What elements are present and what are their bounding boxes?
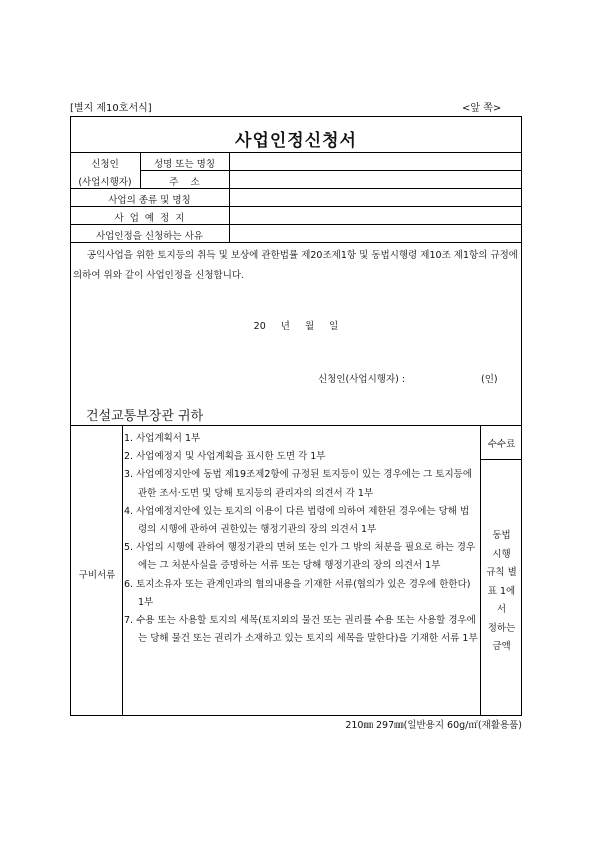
document-item: 4. 사업예정지안에 있는 토지의 이용이 다른 법령에 의하여 제한된 경우에는 당해 법령의 시행에 관하여 권한있는 행정기관의 장의 의견서 1부 <box>124 505 470 536</box>
form-number-label: [별지 제10호서식] <box>70 103 152 114</box>
applicant-sub-label: (사업시행자) <box>78 177 132 188</box>
divider <box>70 188 522 189</box>
document-item: 2. 사업예정지 및 사업계획을 표시한 도면 각 1부 <box>124 451 326 463</box>
reason-label: 사업인정을 신청하는 사유 <box>96 231 203 242</box>
business-type-label: 사업의 종류 및 명칭 <box>108 195 191 206</box>
application-statement: 공익사업을 위한 토지등의 취득 및 보상에 관한법률 제20조제1항 및 동법시행령 제10조 제1항의 규정에 의하여 위와 같이 사업인정을 신청합니다. <box>73 250 518 281</box>
divider <box>140 170 522 171</box>
divider <box>229 152 230 242</box>
divider <box>70 425 522 426</box>
documents-list <box>124 430 478 648</box>
date-line: 20 년 월 일 <box>253 321 339 332</box>
documents-label: 구비서류 <box>78 570 116 581</box>
signer-label: 신청인(사업시행자) : <box>318 374 406 385</box>
business-site-label: 사 업 예 정 지 <box>114 213 185 224</box>
business-site-field[interactable] <box>231 208 521 223</box>
divider <box>480 459 522 460</box>
document-item: 5. 사업의 시행에 관하여 행정기관의 면허 또는 인가 그 밖의 처분을 필요로 하는 경우에는 그 처분사실을 증명하는 서류 또는 당해 행정기관의 장의 의견서 1부 <box>124 542 476 572</box>
recipient: 건설교통부장관 귀하 <box>86 409 204 424</box>
address-label: 주 소 <box>169 177 200 188</box>
document-item: 6. 토지소유자 또는 관계인과의 협의내용을 기재한 서류(협의가 있은 경우에 한한다) 1부 <box>124 578 471 608</box>
name-label: 성명 또는 명칭 <box>153 159 216 170</box>
paper-spec: 210㎜ 297㎜(일반용지 60g/㎡(재활용품) <box>345 720 522 731</box>
divider <box>70 242 522 243</box>
seal-mark: (인) <box>481 374 498 385</box>
page-side-label: <앞 쪽> <box>462 103 502 114</box>
divider <box>70 206 522 207</box>
document-item: 1. 사업계획서 1부 <box>124 433 201 444</box>
applicant-label: 신청인 <box>91 159 119 170</box>
reason-field[interactable] <box>231 226 521 241</box>
divider <box>70 224 522 225</box>
document-item: 7. 수용 또는 사용할 토지의 세목(토지외의 물건 또는 권리를 수용 또는 사용할 경우에는 당해 물건 또는 권리가 소재하고 있는 토지의 세목을 말한다)을 기재한 서류 1부 <box>124 615 478 645</box>
address-field[interactable] <box>231 172 521 187</box>
business-type-field[interactable] <box>231 190 521 205</box>
form-title: 사업인정신청서 <box>235 131 357 151</box>
name-field[interactable] <box>231 154 521 169</box>
divider <box>70 152 522 153</box>
divider <box>122 425 123 716</box>
fee-label: 수수료 <box>487 439 516 450</box>
fee-value: 동법 시행 규칙 별 표 1에 서 정하는 금액 <box>486 530 517 652</box>
document-item: 3. 사업예정지안에 동법 제19조제2항에 규정된 토지등이 있는 경우에는 그 토지등에 관한 조서·도면 및 당해 토지등의 관리자의 의견서 각 1부 <box>124 469 473 499</box>
